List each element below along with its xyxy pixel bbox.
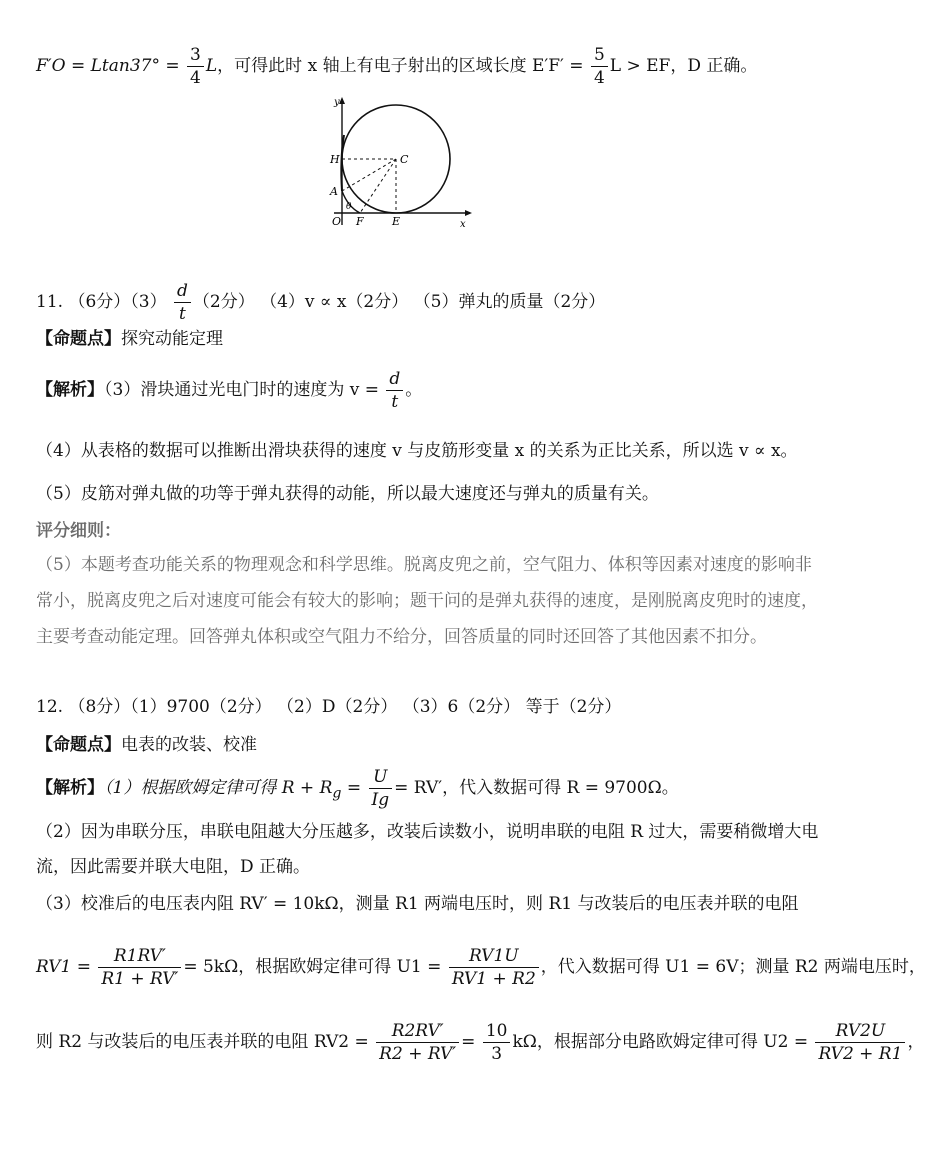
q11-analysis-3-line [36, 368, 422, 413]
q11-answer-line [36, 280, 605, 325]
q11-analysis-4: （4）从表格的数据可以推断出滑块获得的速度 v 与皮筋形变量 x 的关系为正比关系，所以选 v ∝ x。 [36, 441, 798, 461]
top-frac1-after: L [205, 56, 218, 76]
label-E: E [392, 215, 401, 228]
fraction-d-t-2: $\frac{d}{t}$ [386, 368, 403, 413]
fraction-5-4: $\frac{5}{4}$ [591, 44, 608, 89]
x-axis-arrow [465, 210, 472, 216]
eq1-mid: = 5kΩ，根据欧姆定律可得 U1 = [183, 957, 442, 977]
label-H: H [330, 153, 340, 166]
q12-answer-line: 12. （8分）（1）9700（2分） （2）D（2分） （3）6（2分） 等于（2分） [36, 697, 622, 717]
q12-analysis-2b: 流，因此需要并联大电阻，D 正确。 [36, 857, 311, 877]
q12-point-text: 电表的改装、校准 [121, 735, 257, 755]
label-F: F [356, 215, 364, 228]
eq1-tail: ，代入数据可得 U1 = 6V；测量 R2 两端电压时， [540, 957, 926, 977]
q11-answer-b: （2分） （4）v ∝ x（2分） （5）弹丸的质量（2分） [192, 292, 606, 312]
q11-answer-a: 11. （6分）（3） [36, 292, 167, 312]
eq2-tail: ， [907, 1032, 925, 1052]
fraction-rv1: $\frac{R1RV'}{R1 + RV'}$ [98, 945, 181, 990]
rubric-line-3: 主要考查动能定理。回答弹丸体积或空气阻力不给分，回答质量的同时还回答了其他因素不扣分。 [36, 627, 767, 647]
q11-analysis-5: （5）皮筋对弹丸做的功等于弹丸获得的动能，所以最大速度还与弹丸的质量有关。 [36, 484, 659, 504]
q12-analysis-1b: = [341, 778, 362, 798]
top-mid-text: ，可得此时 x 轴上有电子射出的区域长度 E′F′ = [217, 56, 584, 76]
fraction-10-3: $\frac{10}{3}$ [483, 1020, 511, 1065]
label-y: y [334, 97, 340, 108]
circle-trajectory-figure [320, 95, 480, 235]
fraction-u2: $\frac{RV2U}{RV2 + R1}$ [815, 1020, 905, 1065]
q12-analysis-label: 【解析】 [36, 778, 104, 798]
top-tail: L > EF，D 正确。 [609, 56, 758, 76]
fraction-3-4: $\frac{3}{4}$ [187, 44, 204, 89]
label-O: O [332, 215, 342, 228]
dashed-ca [342, 159, 396, 191]
dashed-cf [360, 159, 396, 213]
q11-point-text: 探究动能定理 [121, 329, 223, 349]
label-A: A [330, 185, 338, 198]
eq2-lhs: 则 R2 与改装后的电压表并联的电阻 RV2 = [36, 1032, 369, 1052]
y-axis-arrow [339, 97, 345, 104]
q12-point-label: 【命题点】 [36, 735, 121, 755]
label-C: C [400, 153, 409, 166]
label-theta: θ [346, 202, 352, 212]
top-conclusion-line [36, 44, 757, 89]
eq2-mid2: kΩ，根据部分电路欧姆定律可得 U2 = [512, 1032, 809, 1052]
top-lhs: F′O = Ltan37° = [36, 56, 180, 76]
q12-analysis-1c: = RV′，代入数据可得 R = 9700Ω。 [394, 778, 679, 798]
q11-point-label: 【命题点】 [36, 329, 121, 349]
q12-eq1-line [36, 945, 926, 990]
fraction-u1: $\frac{RV1U}{RV1 + R2}$ [449, 945, 539, 990]
q12-analysis-1a: （1）根据欧姆定律可得 R + R [104, 778, 333, 798]
rubric-line-1: （5）本题考查功能关系的物理观念和科学思维。脱离皮兜之前，空气阻力、体积等因素对速度的影响非 [36, 555, 812, 575]
eq1-lhs: RV1 = [36, 957, 91, 977]
q12-eq2-line [36, 1020, 924, 1065]
q12-analysis-1-line [36, 766, 679, 811]
q11-analysis-3a: （3）滑块通过光电门时的速度为 v = [104, 380, 379, 400]
q11-analysis-3b: 。 [405, 380, 423, 400]
rubric-title: 评分细则： [36, 521, 121, 541]
q12-analysis-1-sub: g [332, 785, 342, 802]
fraction-d-t: $\frac{d}{t}$ [174, 280, 191, 325]
q11-point-line [36, 325, 223, 353]
fraction-u-ig: $\frac{U}{Ig}$ [369, 766, 393, 811]
q11-analysis-label: 【解析】 [36, 380, 104, 400]
fraction-rv2: $\frac{R2RV'}{R2 + RV'}$ [376, 1020, 459, 1065]
q12-analysis-2a: （2）因为串联分压，串联电阻越大分压越多，改装后读数小，说明串联的电阻 R 过大，需要稍微增大电 [36, 822, 819, 842]
q12-point-line [36, 731, 257, 759]
rubric-line-2: 常小，脱离皮兜之后对速度可能会有较大的影响；题干问的是弹丸获得的速度，是刚脱离皮兜时的速度， [36, 591, 818, 611]
q12-analysis-3a: （3）校准后的电压表内阻 RV′ = 10kΩ，测量 R1 两端电压时，则 R1 与改装后的电压表并联的电阻 [36, 894, 799, 914]
eq2-mid: = [461, 1032, 476, 1052]
label-x: x [460, 219, 466, 230]
